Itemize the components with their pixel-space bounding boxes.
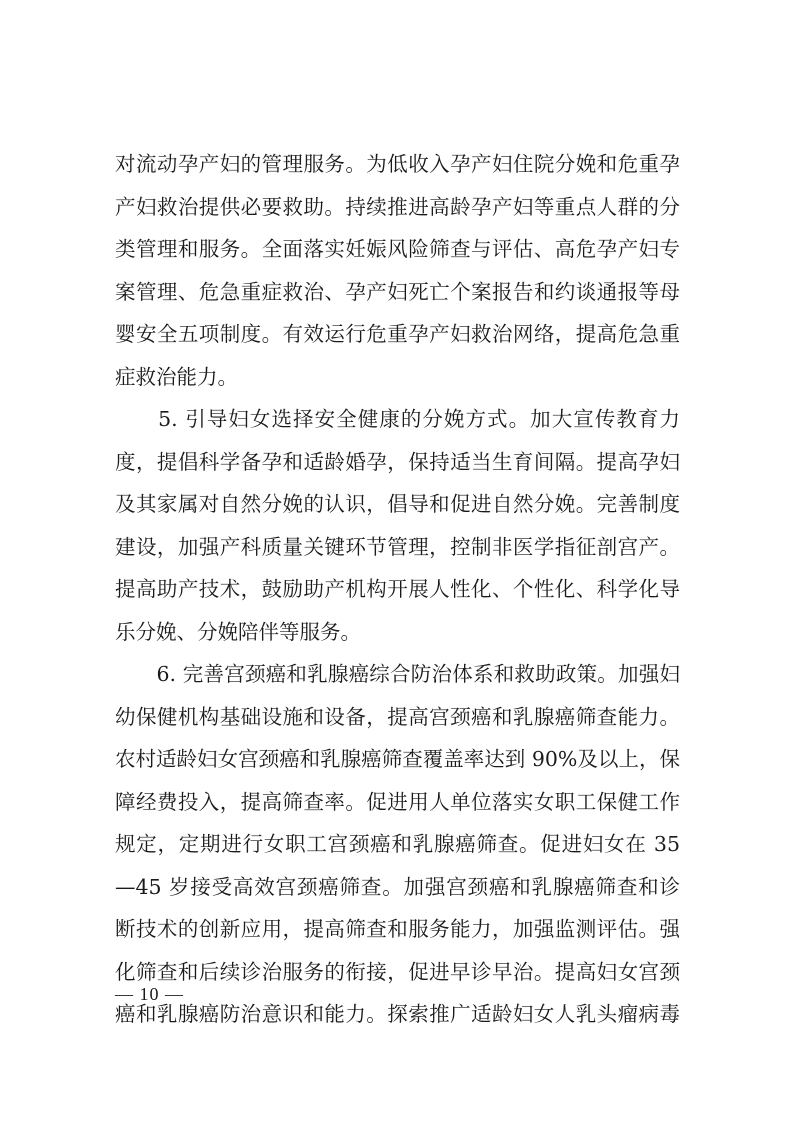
text-line: 化筛查和后续诊治服务的衔接，促进早诊早治。提高妇女宫颈 xyxy=(115,959,680,984)
page-number: — 10 — xyxy=(115,984,184,1004)
text-line: 断技术的创新应用，提高筛查和服务能力，加强监测评估。强 xyxy=(115,917,680,941)
text-line: 癌和乳腺癌防治意识和能力。探索推广适龄妇女人乳头瘤病毒 xyxy=(115,1002,680,1026)
text-line: 障经费投入，提高筛查率。促进用人单位落实女职工保健工作 xyxy=(115,789,680,814)
text-line: 建设，加强产科质量关键环节管理，控制非医学指征剖宫产。 xyxy=(115,534,680,559)
body-text xyxy=(115,143,680,1036)
text-line: 案管理、危急重症救治、孕产妇死亡个案报告和约谈通报等母 xyxy=(115,279,680,304)
text-line: 症救治能力。 xyxy=(115,364,238,389)
paragraph-heading-line: 6. 完善宫颈癌和乳腺癌综合防治体系和救助政策。加强妇 xyxy=(115,662,680,686)
text-line: 及其家属对自然分娩的认识，倡导和促进自然分娩。完善制度 xyxy=(115,492,680,516)
text-line: 类管理和服务。全面落实妊娠风险筛查与评估、高危孕产妇专 xyxy=(115,237,680,261)
text-line: 幼保健机构基础设施和设备，提高宫颈癌和乳腺癌筛查能力。 xyxy=(115,704,680,729)
text-line: 农村适龄妇女宫颈癌和乳腺癌筛查覆盖率达到 90%及以上，保 xyxy=(115,747,680,771)
text-line: 规定，定期进行女职工宫颈癌和乳腺癌筛查。促进妇女在 35 xyxy=(115,832,680,856)
paragraph-heading-line: 5. 引导妇女选择安全健康的分娩方式。加大宣传教育力 xyxy=(115,407,680,431)
text-line: 产妇救治提供必要救助。持续推进高龄孕产妇等重点人群的分 xyxy=(115,194,680,219)
text-line: 乐分娩、分娩陪伴等服务。 xyxy=(115,619,361,644)
text-line: 婴安全五项制度。有效运行危重孕产妇救治网络，提高危急重 xyxy=(115,322,680,346)
text-line: 对流动孕产妇的管理服务。为低收入孕产妇住院分娩和危重孕 xyxy=(115,152,680,176)
text-line: 度，提倡科学备孕和适龄婚孕，保持适当生育间隔。提高孕妇 xyxy=(115,449,680,474)
text-line: 提高助产技术，鼓励助产机构开展人性化、个性化、科学化导 xyxy=(115,577,680,601)
text-line: —45 岁接受高效宫颈癌筛查。加强宫颈癌和乳腺癌筛查和诊 xyxy=(115,874,680,899)
